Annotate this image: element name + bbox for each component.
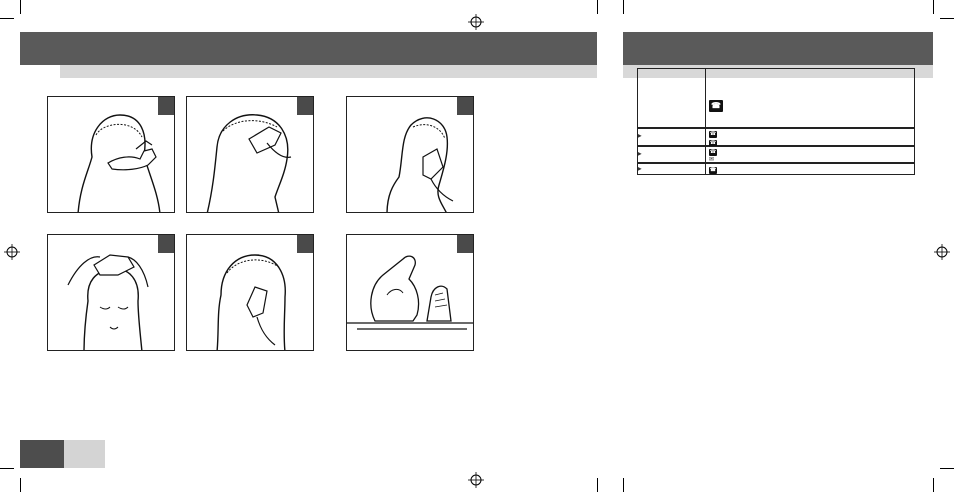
crop-mark <box>933 478 934 492</box>
portugal-details <box>709 147 915 164</box>
shaving-back-of-head-icon <box>48 97 175 213</box>
crop-mark <box>20 0 21 14</box>
panel-number <box>158 97 174 115</box>
illustration-panel-6 <box>346 234 474 351</box>
shaving-beard-icon <box>347 97 474 213</box>
shaver-in-stand-icon <box>347 235 474 351</box>
phone-icon: ☎ <box>709 149 717 155</box>
column-divider <box>705 163 706 175</box>
crop-mark <box>933 0 934 14</box>
crop-mark <box>940 468 954 469</box>
crop-mark <box>623 0 624 14</box>
illustration-panel-2 <box>186 96 314 213</box>
illustration-panel-1 <box>47 96 175 213</box>
column-divider <box>705 128 706 146</box>
left-page-header-strip <box>60 65 597 78</box>
illustration-panel-4 <box>47 234 175 351</box>
crop-mark <box>597 0 598 14</box>
phone-icon: ☎ <box>709 167 717 173</box>
registration-target-icon <box>934 244 950 260</box>
column-divider <box>705 68 706 128</box>
phone-icon: ☎ <box>709 100 723 112</box>
crop-mark <box>0 18 14 19</box>
registration-target-icon <box>4 244 20 260</box>
illustration-panel-3 <box>346 96 474 213</box>
spain-details <box>709 129 915 147</box>
page-tab-dark <box>20 440 64 468</box>
panel-number <box>297 235 313 253</box>
crop-mark <box>940 18 954 19</box>
registration-target-icon <box>468 14 484 30</box>
central-europe-details <box>709 96 915 117</box>
panel-number <box>297 97 313 115</box>
illustration-panel-5 <box>186 234 314 351</box>
panel-number <box>158 235 174 253</box>
page-tab-light <box>64 440 105 468</box>
malta-details <box>709 165 915 174</box>
registration-target-icon <box>468 472 484 488</box>
crop-mark <box>597 478 598 492</box>
shaving-top-of-head-icon <box>48 235 175 351</box>
panel-number <box>457 235 473 253</box>
phone-icon: ☎ <box>709 131 717 137</box>
crop-mark <box>623 478 624 492</box>
right-page-header-bar <box>623 32 933 65</box>
central-europe-phone <box>709 96 915 114</box>
shaving-sideburn-icon <box>187 235 314 351</box>
crop-mark <box>20 478 21 492</box>
crop-mark <box>0 468 14 469</box>
column-divider <box>705 146 706 163</box>
shaving-side-of-head-icon <box>187 97 314 213</box>
panel-number <box>457 97 473 115</box>
phone-icon: ☎ <box>709 140 717 146</box>
left-page-header-bar <box>20 32 597 65</box>
